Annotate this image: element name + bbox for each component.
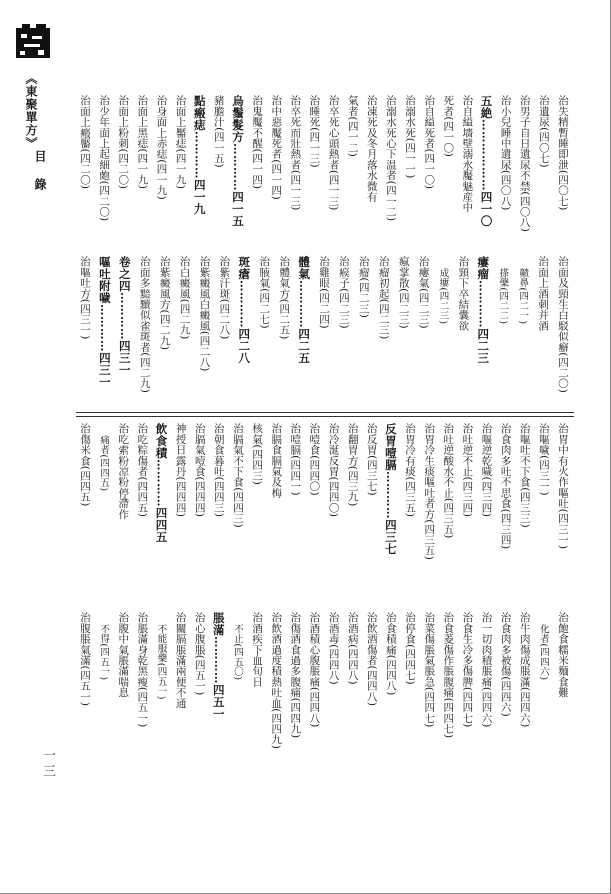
toc-entry: 治凍死及冬月落水微有 <box>365 95 378 202</box>
page-number: 一三 <box>40 748 55 780</box>
toc-entry: 治睡死(四一三) <box>308 95 321 168</box>
toc-entry: 治飲酒過度積熱吐血(四四九) <box>270 612 283 749</box>
section-heading: 飲食積…………四四五 <box>154 423 169 543</box>
toc-entry: 治溺水死(四一一) <box>404 95 416 179</box>
toc-entry: 治酒疾下血旬日 <box>251 612 264 687</box>
toc-entry: 治小兒睡中遺尿(四〇八) <box>499 95 512 211</box>
toc-entry: 治反胃(四三七) <box>365 423 378 496</box>
toc-entry: 治菜傷脹氣脹急(四四七) <box>423 612 436 728</box>
toc-entry: 死者(四一〇) <box>442 95 455 158</box>
toc-entry: 核氣(四四三) <box>251 423 264 486</box>
toc-entry: 治噎食(四四〇) <box>308 423 321 496</box>
section-heading: 嘔吐附噦…………四三一 <box>97 256 112 388</box>
toc-entry: 治冷涎反胃(四四〇) <box>327 423 340 518</box>
toc-entry: 治食生冷多傷脾(四四七) <box>461 612 474 728</box>
toc-entry: 治體氣方(四二五) <box>278 256 291 340</box>
toc-entry: 治雞眼(四二四) <box>318 256 330 329</box>
toc-entry: 氣者(四一二) <box>346 95 359 158</box>
toc-entry: 治膈食膈氣及梅 <box>270 423 283 498</box>
toc-entry: 治膈氣不下食(四四三) <box>232 423 244 528</box>
toc-entry: 治頸下卒結囊欲 <box>457 256 470 331</box>
section-heading: 體氣…………四二五 <box>297 256 312 364</box>
toc-entry: 豬膽汁(四一五) <box>212 95 225 168</box>
tier-divider <box>76 416 574 417</box>
seal-dragon-icon <box>14 22 54 62</box>
toc-entry: 治牛肉傷成脹滿(四四六) <box>518 612 531 728</box>
toc-entry: 治面上靨痣(四一九) <box>174 95 187 190</box>
toc-entry: 治胃中有火作嘔吐(四三一) <box>557 423 569 550</box>
toc-entry: 治自縊墻壁溺水魘魅産中 <box>461 95 474 213</box>
toc-entry: 治食菱傷作脹腹痛(四四七) <box>442 612 455 739</box>
toc-entry: 治鬼魘不醒(四一四) <box>251 95 264 190</box>
toc-entry: 治卒死而壯熱者(四一三) <box>289 95 302 211</box>
toc-entry: 齄鼻(四二一) <box>517 268 529 325</box>
section-heading: 脹滿…………四五一 <box>211 612 226 720</box>
toc-entry: 治腋氣(四二七) <box>258 256 271 329</box>
toc-entry: 治面上酒刺并酒 <box>537 256 550 331</box>
section-heading: 卷之四…………四三一 <box>117 256 132 376</box>
toc-entry: 治噎膈(四四一) <box>289 423 302 496</box>
toc-entry: 治紫癜風方(四二九) <box>158 256 171 351</box>
toc-entry: 不能服藥(四五一) <box>155 624 167 700</box>
toc-entry: 治身面上赤痣(四一九) <box>155 95 168 200</box>
toc-entry: 治膈氣噎食(四四四) <box>193 423 206 518</box>
toc-entry: 治傷酒食過多腹痛(四四九) <box>289 612 302 739</box>
toc-entry: 治卒死心頭熱者(四一三) <box>327 95 340 211</box>
toc-entry: 搽藥(四二二) <box>497 268 509 325</box>
toc-entry: 治朝食暮吐(四四三) <box>212 423 225 518</box>
toc-entry: 治溺水死心下温者(四一二) <box>384 95 397 222</box>
toc-entry: 治傷米食(四四五) <box>79 423 91 507</box>
toc-entry: 不止(四五〇) <box>232 624 243 681</box>
section-heading: 瘻瘤…………四二三 <box>476 256 491 364</box>
toc-entry: 治心腹脹(四五一) <box>193 612 206 696</box>
toc-entry: 治酒病(四四八) <box>346 612 359 685</box>
toc-entry: 治瘤(四二三) <box>357 256 370 319</box>
toc-entry: 治少年面上起細皰(四二〇) <box>98 95 111 222</box>
toc-entry: 治胃冷有痰(四三五) <box>404 423 416 518</box>
toc-entry: 治吐逆不止(四三四) <box>461 423 474 518</box>
toc-entry: 治瘊子(四二三) <box>337 256 350 329</box>
tier-divider <box>76 412 574 413</box>
toc-entry: 治面上黑痣(四一九) <box>136 95 149 190</box>
toc-entry: 治一切肉積脹痛(四四六) <box>480 612 493 728</box>
toc-entry: 治紫汗斑(四二八) <box>218 256 231 340</box>
toc-entry: 治面上粉刺(四二〇) <box>117 95 130 190</box>
toc-entry: 治嘔逆乾噦(四三四) <box>480 423 493 518</box>
toc-entry: 治嘔噦(四三一) <box>537 423 550 496</box>
section-heading: 斑瘡…………四二八 <box>237 256 252 364</box>
toc-entry: 治面多黯黷似雀斑者(四二九) <box>138 256 151 393</box>
toc-entry: 治食肉多被傷(四四六) <box>499 612 512 717</box>
toc-entry: 治脹滿身乾黑瘦(四五一) <box>136 612 149 728</box>
toc-entry: 治瘤初起(四二三) <box>377 256 390 340</box>
toc-entry: 治嘔吐不下食(四三三) <box>518 423 531 528</box>
toc-entry: 治吃索粉凉粉停滯作 <box>117 423 130 520</box>
toc-entry: 治關膈脹滿兩便不通 <box>174 612 187 709</box>
toc-entry: 治紫癜風白癜風(四二八) <box>198 256 211 372</box>
toc-entry: 痛者(四四五) <box>98 435 110 492</box>
toc-entry: 治瘻氣(四二三) <box>417 256 430 329</box>
toc-entry: 治男子自日遺尿不禁(四〇八) <box>518 95 531 232</box>
toc-entry: 神授日露丹(四四四) <box>174 423 187 518</box>
toc-entry: 治中惡魘死者(四一四) <box>270 95 283 200</box>
toc-entry: 治食積痛(四四八) <box>384 612 397 696</box>
toc-entry: 治吃粽傷者(四四五) <box>136 423 149 518</box>
toc-entry: 治翻胃方(四三九) <box>346 423 359 507</box>
toc-entry: 治吐逆酸水不止(四三五) <box>442 423 455 539</box>
toc-entry: 治自縊死者(四一〇) <box>423 95 436 190</box>
section-heading: 反胃噎膈…………四三七 <box>383 423 398 555</box>
toc-entry: 治飽食糯米麵食難 <box>557 612 569 698</box>
toc-entry: 瘋掌散(四二三) <box>397 256 410 329</box>
toc-entry: 治飲酒傷者(四四八) <box>365 612 378 707</box>
toc-entry: 治食肉多吐不思食(四三四) <box>499 423 512 550</box>
toc-entry: 成瘻(四二三) <box>437 268 449 325</box>
section-heading: 五絶………………四一〇 <box>479 95 494 227</box>
toc-entry: 治白癜風(四二九) <box>178 256 191 340</box>
book-title: 《東聚單方》 <box>24 72 38 150</box>
toc-entry: 治酒毒(四四八) <box>327 612 340 685</box>
section-heading: 點瘢痣…………四一九 <box>192 95 207 215</box>
toc-entry: 治酒積心腹脹痛(四四八) <box>308 612 321 728</box>
toc-entry: 治遺尿(四〇七) <box>537 95 550 168</box>
toc-entry: 治腹中氣脹滿喘息 <box>117 612 130 698</box>
page-label: 目錄 <box>33 150 47 206</box>
toc-entry: 治腹脹氣滿(四五一) <box>79 612 91 707</box>
toc-entry: 治失精暫睡即泄(四〇七) <box>557 95 569 211</box>
section-heading: 烏鬚髮方…………四一五 <box>231 95 245 227</box>
toc-entry: 治面上瘢靨(四二〇) <box>79 95 91 190</box>
toc-entry: 治胃冷生痰嘔吐者方(四三五) <box>423 423 436 560</box>
toc-entry: 治嘔吐方(四三一) <box>79 256 91 340</box>
toc-entry: 化者(四四六) <box>537 624 549 681</box>
toc-entry: 治停食(四四七) <box>404 612 416 685</box>
toc-entry: 不得(四五一) <box>98 624 110 681</box>
toc-entry: 治面及頸生白駁似癬(四二〇) <box>557 256 569 393</box>
